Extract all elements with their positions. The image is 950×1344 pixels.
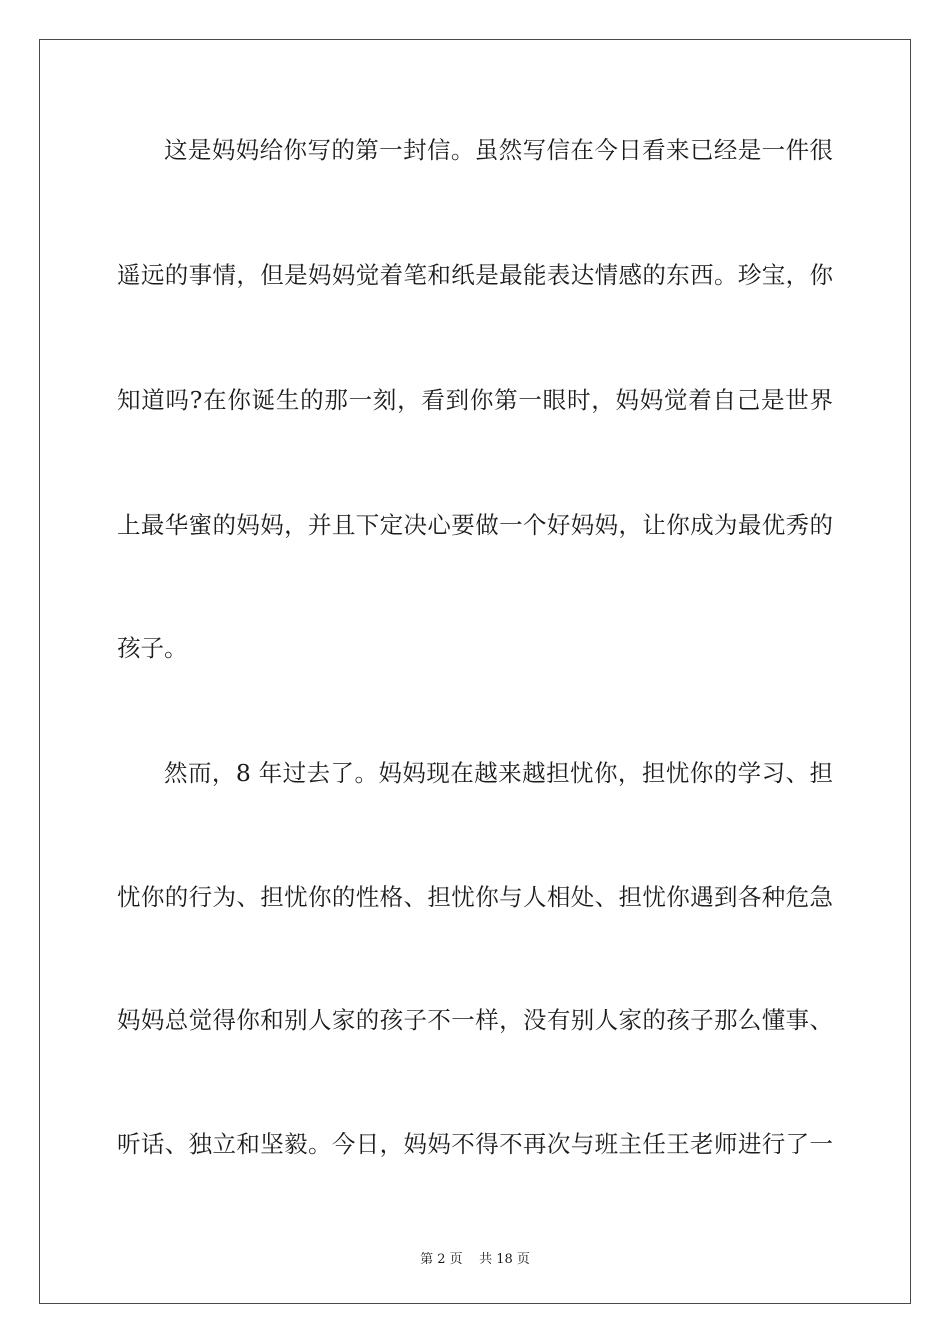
body-line-6: 然而，8 年过去了。妈妈现在越来越担忧你，担忧你的学习、担 — [164, 759, 833, 787]
body-line-1: 这是妈妈给你写的第一封信。虽然写信在今日看来已经是一件很 — [164, 136, 833, 164]
body-line-9: 听话、独立和坚毅。今日，妈妈不得不再次与班主任王老师进行了一 — [117, 1130, 833, 1158]
body-line-8: 妈妈总觉得你和别人家的孩子不一样，没有别人家的孩子那么懂事、 — [117, 1006, 833, 1034]
body-line-7: 忧你的行为、担忧你的性格、担忧你与人相处、担忧你遇到各种危急 — [117, 883, 833, 911]
page-number-footer: 第 2 页 共 18 页 — [420, 1252, 530, 1267]
body-line-4: 上最华蜜的妈妈，并且下定决心要做一个好妈妈，让你成为最优秀的 — [117, 511, 833, 539]
body-line-5: 孩子。 — [117, 634, 188, 662]
body-line-2: 遥远的事情，但是妈妈觉着笔和纸是最能表达情感的东西。珍宝，你 — [117, 261, 833, 289]
body-line-3: 知道吗?在你诞生的那一刻，看到你第一眼时，妈妈觉着自己是世界 — [117, 386, 833, 414]
page-frame — [39, 39, 911, 1304]
